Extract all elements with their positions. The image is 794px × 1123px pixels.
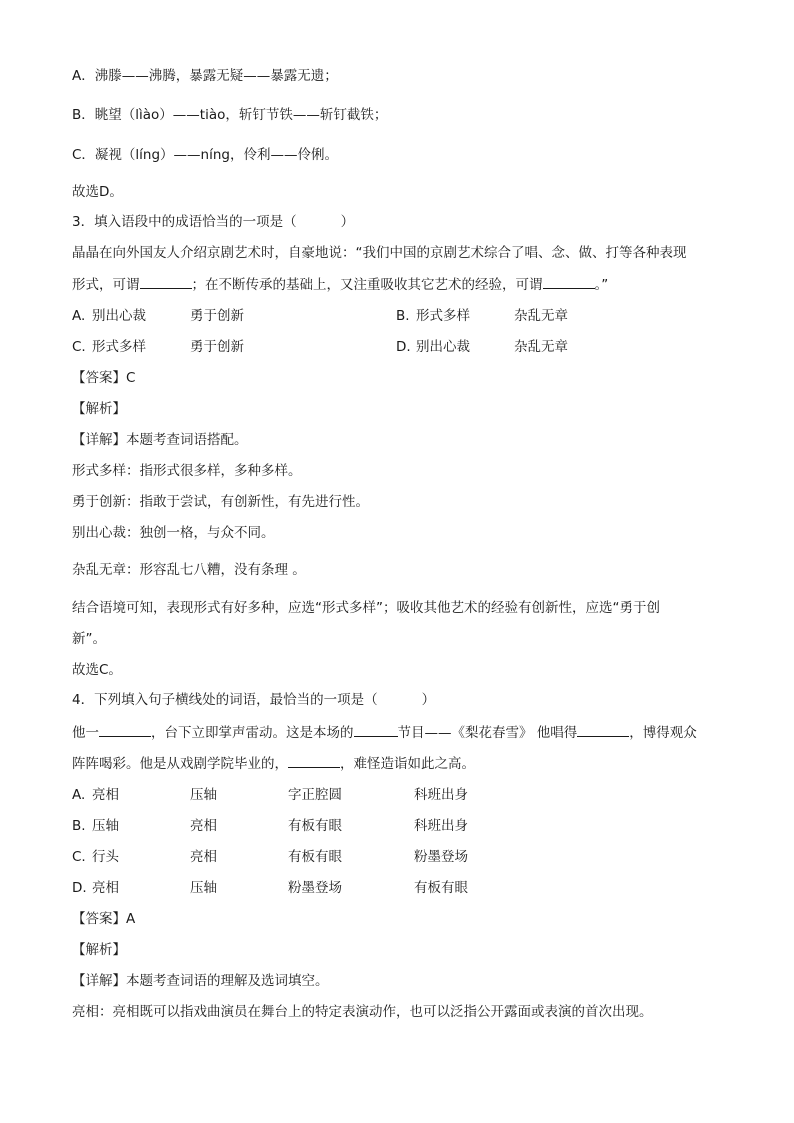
prev-option-b: B．眺望（lìào）——tiào，斩钉节铁——斩钉截铁； [72, 107, 388, 123]
q4-option-a-letter: A. [72, 787, 86, 803]
q4-option-a-word-3: 字正腔圆 [288, 787, 342, 803]
q4-stem-open: 4．下列填入句子横线处的词语，最恰当的一项是（ [72, 692, 378, 708]
q3-analysis-tag: 【解析】 [72, 401, 126, 417]
q3-option-b-letter: B. [396, 308, 410, 324]
q4-blank-3 [577, 723, 629, 737]
q3-blank-2 [543, 275, 595, 289]
q3-option-b-word-1: 形式多样 [416, 308, 470, 324]
prev-option-a: A．沸滕——沸腾，暴露无疑——暴露无遗； [72, 68, 338, 84]
q4-option-d-letter: D. [72, 880, 87, 896]
q4-stem [72, 691, 435, 709]
q4-option-c-word-4: 粉墨登场 [414, 849, 468, 865]
q3-option-a-letter: A. [72, 308, 86, 324]
q3-option-c-word-1: 形式多样 [92, 339, 146, 355]
q4-option-b-word-1: 压轴 [92, 818, 119, 834]
q4-option-b [72, 817, 734, 835]
q3-option-d-word-1: 别出心裁 [416, 339, 470, 355]
q4-s2: 阵阵喝彩。他是从戏剧学院毕业的， [72, 756, 288, 772]
q4-stem-close: ） [421, 692, 436, 708]
q3-def-3: 别出心裁：独创一格，与众不同。 [72, 525, 275, 541]
q3-def-2: 勇于创新：指敢于尝试，有创新性，有先进行性。 [72, 494, 369, 510]
q4-s1c: 节目——《梨花春雪》 他唱得 [397, 725, 578, 741]
q4-blank-4 [288, 754, 340, 768]
q3-conclusion: 故选C。 [72, 662, 122, 678]
q4-option-b-word-3: 有板有眼 [288, 818, 342, 834]
q4-sentence-line-2 [72, 754, 475, 773]
q3-option-a-word-2: 勇于创新 [190, 308, 244, 324]
q4-option-d-word-1: 亮相 [92, 880, 119, 896]
q4-def-1: 亮相：亮相既可以指戏曲演员在舞台上的特定表演动作，也可以泛指公开露面或表演的首次出现。 [72, 1004, 653, 1020]
q3-stem [72, 213, 354, 231]
q4-answer-value: A [126, 911, 136, 927]
q4-option-b-word-2: 亮相 [190, 818, 217, 834]
q3-answer-tag: 【答案】 [72, 370, 126, 386]
q3-option-c-letter: C. [72, 339, 86, 355]
q4-option-a [72, 786, 734, 804]
q3-detail: 【详解】本题考查词语搭配。 [72, 432, 248, 448]
q3-passage-line-2 [72, 275, 608, 294]
q4-option-d-word-3: 粉墨登场 [288, 880, 342, 896]
q4-option-d [72, 879, 734, 897]
q3-passage-line-1: 晶晶在向外国友人介绍京剧艺术时，自豪地说：“我们中国的京剧艺术综合了唱、念、做、打等各种表现 [72, 245, 687, 261]
q3-option-d-word-2: 杂乱无章 [514, 339, 568, 355]
q4-answer-tag: 【答案】 [72, 911, 126, 927]
q3-options-row-1 [72, 307, 734, 325]
q4-option-a-word-1: 亮相 [92, 787, 119, 803]
prev-option-c: C．凝视（líng）——níng，伶利——伶俐。 [72, 147, 338, 163]
q4-option-c-word-3: 有板有眼 [288, 849, 342, 865]
q4-s1d: ，博得观众 [629, 725, 697, 741]
q3-stem-open: 3．填入语段中的成语恰当的一项是（ [72, 214, 297, 230]
q3-stem-close: ） [340, 214, 355, 230]
q4-option-a-word-4: 科班出身 [414, 787, 468, 803]
q3-option-b-word-2: 杂乱无章 [514, 308, 568, 324]
q4-option-c-word-1: 行头 [92, 849, 119, 865]
q4-option-a-word-2: 压轴 [190, 787, 217, 803]
q3-def-1: 形式多样：指形式很多样，多种多样。 [72, 463, 302, 479]
q4-s1b: ，台下立即掌声雷动。这是本场的 [151, 725, 354, 741]
q4-option-c [72, 848, 734, 866]
q4-s1a: 他一 [72, 725, 99, 741]
q3-options-row-2 [72, 338, 734, 356]
q3-passage-2c: 。” [594, 277, 609, 293]
q3-answer-value: C [126, 370, 136, 386]
q4-sentence-line-1 [72, 723, 697, 742]
q3-def-4: 杂乱无章：形容乱七八糟，没有条理 。 [72, 562, 306, 578]
q4-answer [72, 910, 135, 928]
q3-reason-line-2: 新”。 [72, 631, 106, 647]
q4-s2b: ，难怪造诣如此之高。 [340, 756, 475, 772]
q4-detail: 【详解】本题考查词语的理解及选词填空。 [72, 973, 329, 989]
q3-passage-2b: ；在不断传承的基础上，又注重吸收其它艺术的经验，可谓 [191, 277, 543, 293]
q4-option-b-letter: B. [72, 818, 86, 834]
q3-option-c-word-2: 勇于创新 [190, 339, 244, 355]
q4-analysis-tag: 【解析】 [72, 942, 126, 958]
q3-option-a-word-1: 别出心裁 [92, 308, 146, 324]
q3-answer [72, 369, 135, 387]
q4-option-d-word-4: 有板有眼 [414, 880, 468, 896]
q4-blank-2 [354, 723, 398, 737]
q4-option-c-word-2: 亮相 [190, 849, 217, 865]
q4-option-c-letter: C. [72, 849, 86, 865]
q3-blank-1 [140, 275, 192, 289]
q3-option-d-letter: D. [396, 339, 411, 355]
prev-conclusion: 故选D。 [72, 184, 123, 200]
q4-option-b-word-4: 科班出身 [414, 818, 468, 834]
q4-blank-1 [99, 723, 151, 737]
q4-option-d-word-2: 压轴 [190, 880, 217, 896]
q3-reason-line-1: 结合语境可知，表现形式有好多种，应选“形式多样”；吸收其他艺术的经验有创新性，应选“勇于创 [72, 600, 660, 616]
q3-passage-2a: 形式，可谓 [72, 277, 140, 293]
